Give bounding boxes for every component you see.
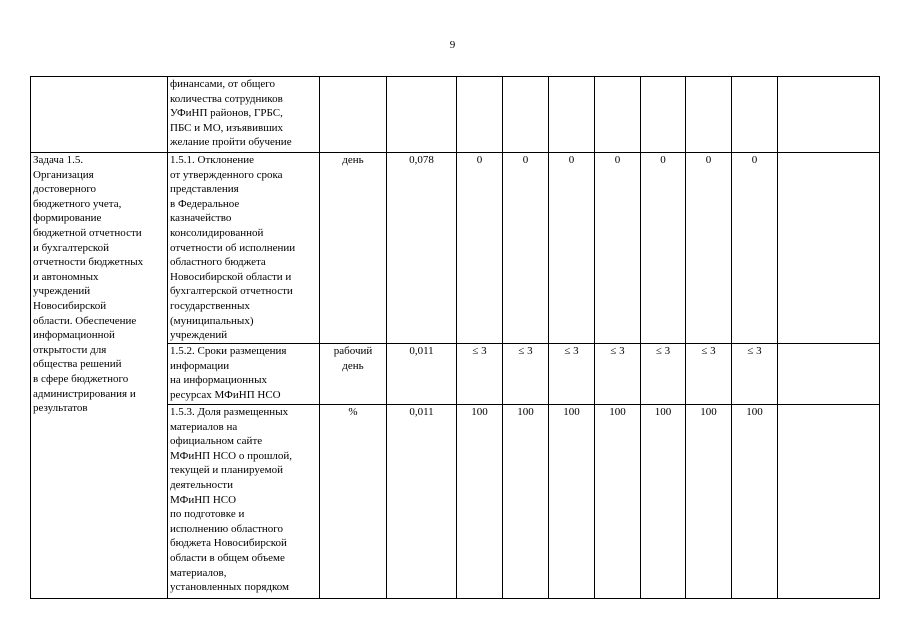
weight-cell [387,77,457,153]
table-row [31,77,880,153]
value-cell: 0 [457,153,503,344]
value-cell: 100 [641,405,686,599]
unit-cell: рабочий день [320,344,387,405]
note-cell [778,77,880,153]
table-row [31,153,880,344]
value-cell: ≤ 3 [732,344,778,405]
value-cell: 100 [595,405,641,599]
note-cell [778,344,880,405]
value-cell [503,77,549,153]
task-cell: Задача 1.5. Организация достоверного бюджетного учета, формирование бюджетной отчетности и бухгалтерской отчетности бюджетных и автономных учреждений Новосибирской области. Обеспечение информационной открытости для общества решений в сфере бюджетного администрирования и результатов [31,153,168,599]
unit-cell: день [320,153,387,344]
value-cell: ≤ 3 [686,344,732,405]
value-cell: 100 [503,405,549,599]
value-cell [457,77,503,153]
task-cell-empty [31,77,168,153]
value-cell: 0 [732,153,778,344]
weight-cell: 0,011 [387,344,457,405]
value-cell: 0 [549,153,595,344]
value-cell: ≤ 3 [641,344,686,405]
value-cell [549,77,595,153]
value-cell [595,77,641,153]
value-cell [732,77,778,153]
indicator-cell: 1.5.1. Отклонение от утвержденного срока представления в Федеральное казначейство консолидированной отчетности об исполнении областного бюджета Новосибирской области и бухгалтерской отчетности государственных (муниципальных) учреждений [168,153,320,344]
value-cell: 0 [595,153,641,344]
indicator-cell: 1.5.3. Доля размещенных материалов на официальном сайте МФиНП НСО о прошлой, текущей и планируемой деятельности МФиНП НСО по подготовке и исполнению областного бюджета Новосибирской области в общем объеме материалов, установленных порядком [168,405,320,599]
value-cell: ≤ 3 [457,344,503,405]
weight-cell: 0,011 [387,405,457,599]
value-cell: 100 [686,405,732,599]
value-cell: 0 [641,153,686,344]
unit-cell [320,77,387,153]
value-cell: 100 [732,405,778,599]
note-cell [778,153,880,344]
indicators-table [30,76,880,599]
value-cell: 0 [503,153,549,344]
note-cell [778,405,880,599]
value-cell: 0 [686,153,732,344]
unit-cell: % [320,405,387,599]
value-cell: ≤ 3 [549,344,595,405]
indicator-cell: финансами, от общего количества сотрудников УФиНП районов, ГРБС, ПБС и МО, изъявивших желание пройти обучение [168,77,320,153]
indicator-cell: 1.5.2. Сроки размещения информации на информационных ресурсах МФиНП НСО [168,344,320,405]
value-cell: ≤ 3 [503,344,549,405]
value-cell: 100 [457,405,503,599]
weight-cell: 0,078 [387,153,457,344]
value-cell: 100 [549,405,595,599]
value-cell [686,77,732,153]
page-number: 9 [449,39,456,51]
value-cell [641,77,686,153]
value-cell: ≤ 3 [595,344,641,405]
